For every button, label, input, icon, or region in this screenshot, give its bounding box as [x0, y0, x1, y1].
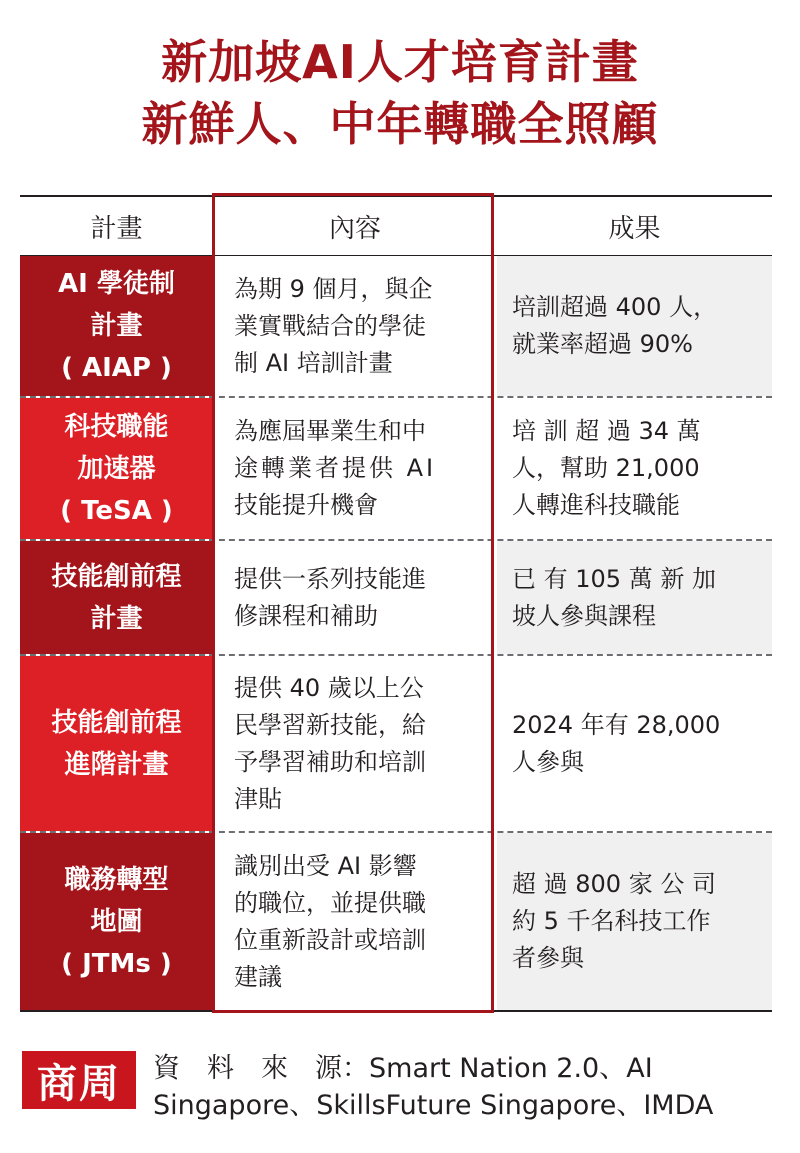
- content-line: 制 AI 培訓計畫: [234, 348, 393, 377]
- content-line: 為期 9 個月，與企: [234, 274, 433, 303]
- result-line: 培 訓 超 過 34 萬: [512, 417, 701, 445]
- result-cell: [497, 398, 772, 539]
- result-line: 者參與: [512, 944, 584, 972]
- program-name: 職務轉型: [64, 864, 169, 895]
- program-abbrev: ( AIAP ): [61, 353, 172, 383]
- result-line: 人轉進科技職能: [512, 491, 680, 519]
- result-line: 人參與: [512, 747, 584, 776]
- program-cell: [20, 256, 213, 396]
- program-name: 技能創前程: [51, 707, 182, 738]
- table-bottom-border: [20, 1010, 772, 1012]
- result-line: 就業率超過 90%: [512, 330, 693, 358]
- table-row: [20, 656, 772, 831]
- table-row: [20, 256, 772, 396]
- content-line: 的職位，並提供職: [234, 888, 426, 917]
- content-line: 途轉業者提供 AI: [234, 454, 437, 482]
- result-cell: [497, 256, 772, 396]
- content-cell: [234, 256, 484, 396]
- program-name: 計畫: [90, 311, 143, 341]
- content-line: 提供一系列技能進: [234, 564, 426, 593]
- program-name: 加速器: [77, 453, 156, 484]
- header-program: 計畫: [90, 213, 143, 244]
- content-cell: [234, 833, 484, 1010]
- program-name: 科技職能: [64, 411, 169, 442]
- page-title: 新加坡AI人才培育計畫: [161, 35, 639, 89]
- content-line: 津貼: [234, 784, 282, 813]
- publisher-logo: 商周: [22, 1051, 136, 1109]
- content-line: 技能提升機會: [234, 491, 378, 519]
- content-line: 提供 40 歲以上公: [234, 673, 424, 702]
- source-line: 資 料 來 源：Smart Nation 2.0、AI: [153, 1053, 653, 1084]
- program-cell: [20, 541, 213, 654]
- page-subtitle: 新鮮人、中年轉職全照顧: [141, 97, 659, 151]
- content-line: 識別出受 AI 影響: [234, 851, 417, 880]
- program-name: 進階計畫: [64, 749, 169, 780]
- source-line: Singapore、SkillsFuture Singapore、IMDA: [153, 1090, 714, 1121]
- result-line: 超 過 800 家 公 司: [512, 870, 716, 898]
- result-line: 約 5 千名科技工作: [512, 907, 711, 935]
- result-line: 2024 年有 28,000: [512, 710, 721, 739]
- source-note: [153, 1050, 783, 1124]
- program-name: 計畫: [90, 603, 143, 634]
- result-line: 人，幫助 21,000: [512, 454, 700, 482]
- program-cell: [20, 398, 213, 539]
- program-abbrev: ( JTMs ): [61, 948, 172, 979]
- program-cell: [20, 833, 213, 1010]
- table-row: [20, 833, 772, 1010]
- result-line: 已 有 105 萬 新 加: [512, 564, 716, 593]
- result-cell: [497, 656, 772, 831]
- result-cell: [497, 541, 772, 654]
- content-line: 予學習補助和培訓: [234, 747, 426, 776]
- content-line: 位重新設計或培訓: [234, 925, 426, 954]
- result-line: 坡人參與課程: [512, 601, 656, 630]
- program-cell: [20, 656, 213, 831]
- content-cell: [234, 656, 484, 831]
- content-cell: [234, 398, 484, 539]
- header-result: 成果: [608, 213, 661, 244]
- result-cell: [497, 833, 772, 1010]
- program-name: 技能創前程: [51, 561, 182, 592]
- table-row: [20, 541, 772, 654]
- program-abbrev: ( TeSA ): [60, 495, 173, 526]
- content-cell: [234, 541, 484, 654]
- result-line: 培訓超過 400 人，: [512, 293, 718, 321]
- program-name: 地圖: [90, 906, 143, 937]
- content-line: 民學習新技能，給: [234, 710, 426, 739]
- content-line: 業實戰結合的學徒: [234, 311, 426, 340]
- program-name: AI 學徒制: [58, 269, 175, 299]
- table-row: [20, 398, 772, 539]
- content-line: 修課程和補助: [234, 601, 378, 630]
- content-line: 建議: [234, 962, 282, 991]
- programs-table: [20, 195, 772, 1012]
- content-line: 為應屆畢業生和中: [234, 417, 426, 445]
- header-content: 內容: [328, 213, 381, 244]
